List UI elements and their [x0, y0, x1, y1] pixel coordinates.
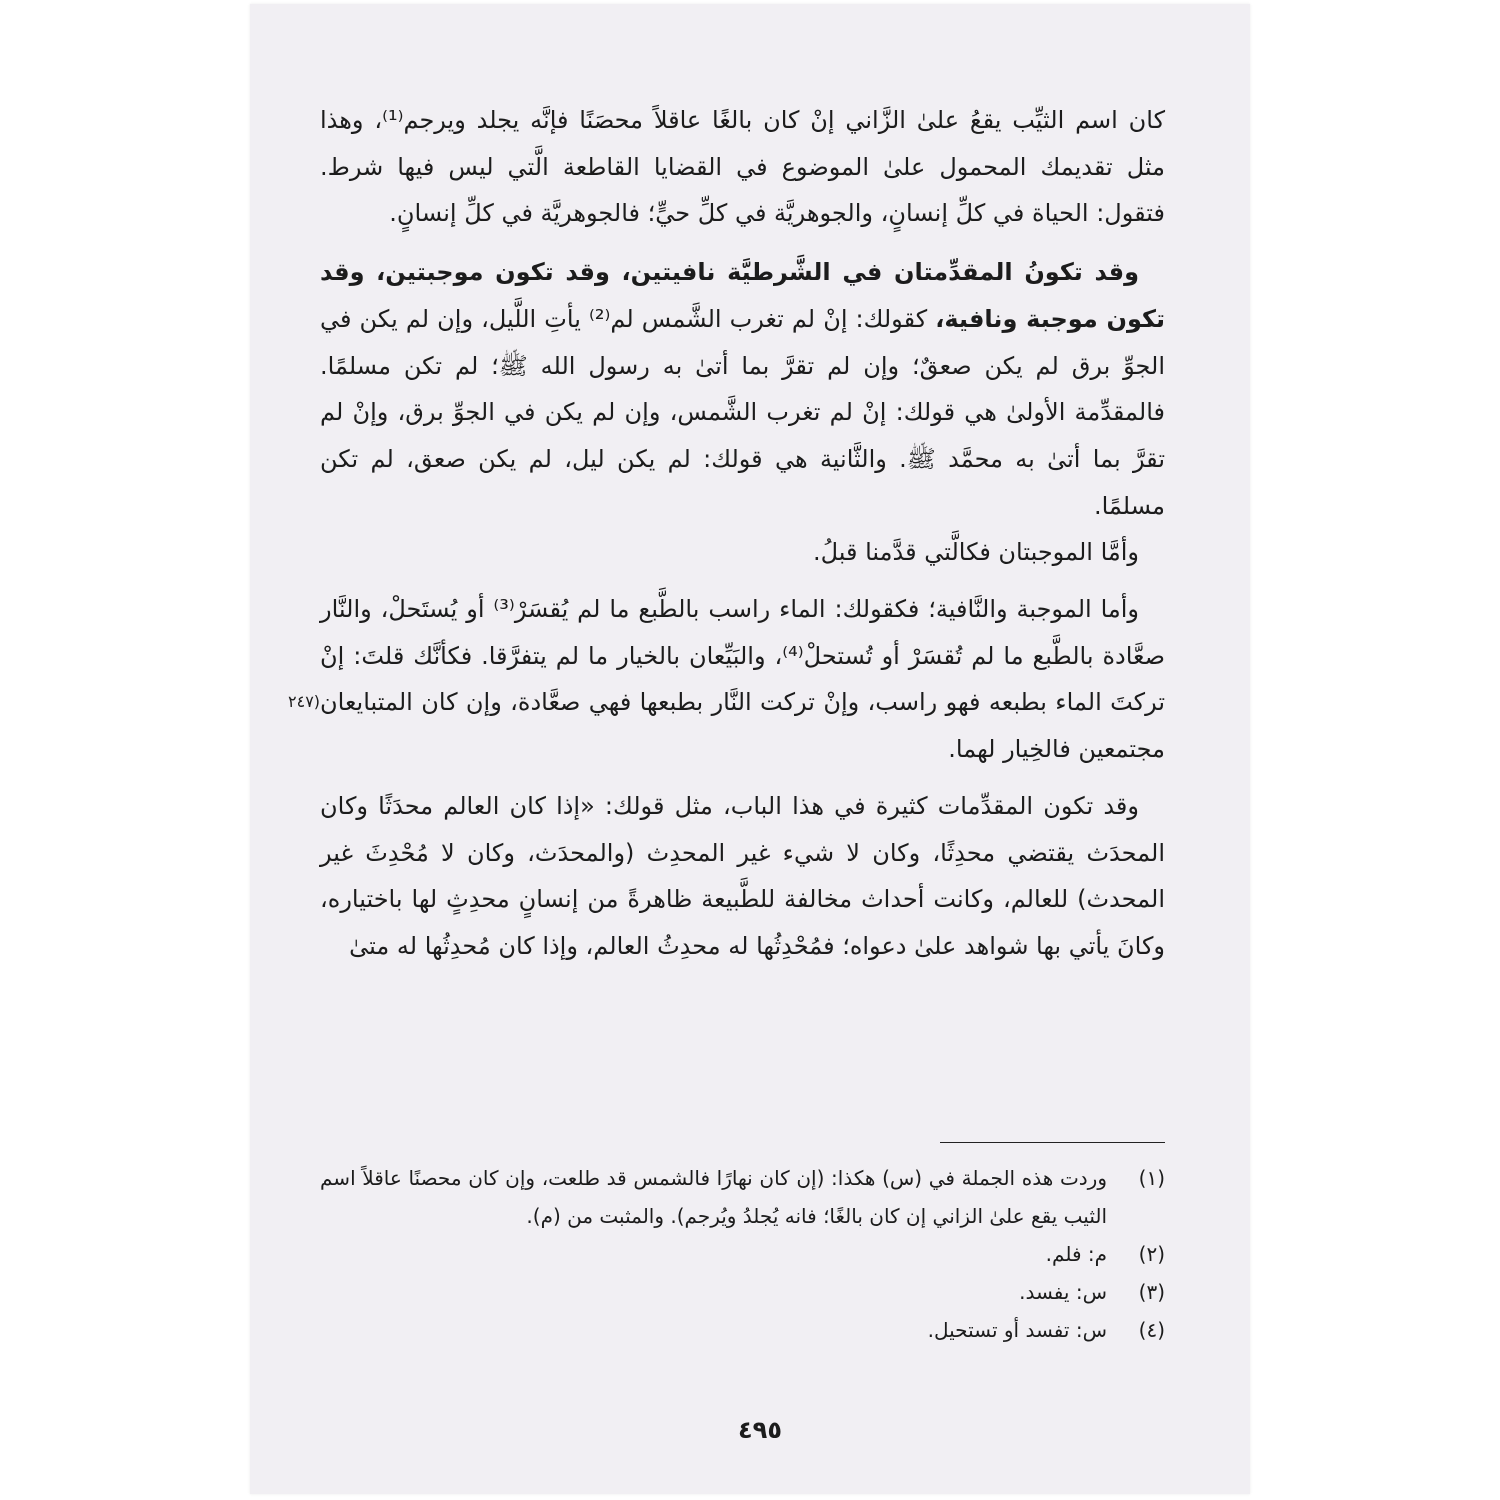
- paragraph-4: وأما الموجبة والنَّافية؛ فكقولك: الماء راسب بالطَّبع ما لم يُقسَرْ⁽³⁾ أو يُستَحلْ، والنَّار صعَّادة بالطَّبع ما لم تُقسَرْ أو تُستحلْ⁽⁴⁾، والبَيِّعان بالخيار ما لم يتفرَّقا. فكأنَّك قلتَ: إنْ تركتَ الماء بطبعه فهو راسب، وإنْ تركت النَّار بطبعها فهي صعَّادة، وإن كان المتبايعان مجتمعين فالخِيار لهما.: [320, 595, 1166, 764]
- margin-reference: (٢٤٧: [288, 692, 321, 711]
- paragraph-2-text: كقولك: إنْ لم تغرب الشَّمس لم⁽²⁾ يأتِ اللَّيل، وإن لم يكن في الجوِّ برق لم يكن صعقٌ؛ وإن لم تقرَّ بما أتىٰ به رسول الله ﷺ؛ لم تكن مسلمًا. فالمقدِّمة الأولىٰ هي قولك: إنْ لم تغرب الشَّمس، وإن لم يكن في الجوِّ برق، وإنْ لم تقرَّ بما أتىٰ به محمَّد ﷺ. والثَّانية هي قولك: لم يكن ليل، لم يكن صعق، لم تكن مسلمًا.: [320, 304, 1165, 520]
- book-page: [250, 4, 1250, 1494]
- paragraph-3: وأمَّا الموجبتان فكالَّتي قدَّمنا قبلُ.: [812, 538, 1139, 567]
- footnote-number: (١): [1138, 1166, 1165, 1190]
- page-number: ٤٩٥: [738, 1416, 782, 1444]
- footnote-number: (٤): [1138, 1318, 1165, 1342]
- footnotes: [320, 1159, 1165, 1349]
- footnote-text: م: فلم.: [1045, 1242, 1107, 1266]
- footnote-text: س: يفسد.: [1019, 1280, 1107, 1304]
- footnote-text: س: تفسد أو تستحيل.: [927, 1318, 1107, 1342]
- footnote-divider: [940, 1142, 1165, 1143]
- main-text: [320, 97, 1165, 970]
- footnote-3: [320, 1273, 1165, 1311]
- paragraph-5: وقد تكون المقدِّمات كثيرة في هذا الباب، مثل قولك: «إذا كان العالم محدَثًا وكان المحدَث يقتضي محدِثًا، وكان لا شيء غير المحدِث (والمحدَث، وكان لا مُحْدِثَ غير المحدث) للعالم، وكانت أحداث مخالفة للطَّبيعة ظاهرةً من إنسانٍ محدِثٍ لها باختياره، وكانَ يأتي بها شواهد علىٰ دعواه؛ فمُحْدِثُها له محدِثُ العالم، وإذا كان مُحدِثُها له متىٰ: [320, 791, 1165, 960]
- footnote-number: (٣): [1138, 1280, 1165, 1304]
- footnote-4: [320, 1311, 1165, 1349]
- paragraph-2: [320, 249, 1165, 529]
- paragraph-2-bold-lead: وقد تكونُ المقدِّمتان في الشَّرطيَّة نافيتين، وقد تكون موجبتين، وقد تكون موجبة ونافية،: [320, 258, 1166, 333]
- footnote-text: وردت هذه الجملة في (س) هكذا: (إن كان نهارًا فالشمس قد طلعت، وإن كان محصنًا عاقلاً اسم الثيب يقع علىٰ الزاني إن كان بالغًا؛ فانه يُجلدُ ويُرجم). والمثبت من (م).: [320, 1166, 1107, 1228]
- footnote-1: [320, 1159, 1165, 1235]
- paragraph-1: كان اسم الثيِّب يقعُ علىٰ الزَّاني إنْ كان بالغًا عاقلاً محصَنًا فإنَّه يجلد ويرجم⁽¹⁾، وهذا مثل تقديمك المحمول علىٰ الموضوع في القضايا القاطعة الَّتي ليس فيها شرط. فتقول: الحياة في كلِّ إنسانٍ، والجوهريَّة في كلِّ حيٍّ؛ فالجوهريَّة في كلِّ إنسانٍ.: [320, 106, 1165, 228]
- footnote-2: [320, 1235, 1165, 1273]
- footnote-number: (٢): [1138, 1242, 1165, 1266]
